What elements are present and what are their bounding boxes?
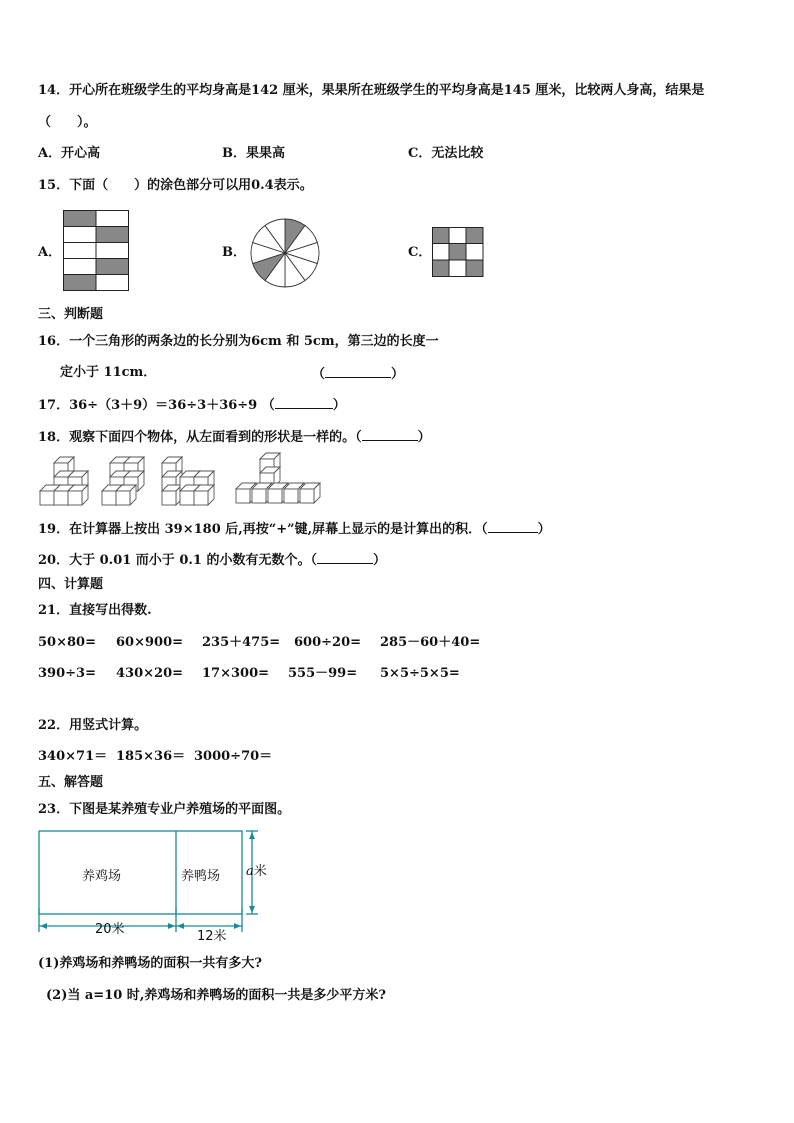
q23-farm-plan [38,830,278,942]
q15-figure-a [63,210,129,292]
q23-stem: 23．下图是某养殖专业户养殖场的平面图。 [38,802,291,817]
q18-object-3 [162,457,214,505]
q19 [38,520,551,538]
q14-line1: 14．开心所在班级学生的平均身高是142 厘米，果果所在班级学生的平均身高是145 厘米，比较两人身高，结果是 [38,83,705,98]
q21-stem: 21．直接写出得数. [38,603,152,618]
q20-close: ） [372,553,386,568]
q14-option-c: C．无法比较 [408,146,484,161]
chicken-farm-label: 养鸡场 [82,869,122,884]
q21-r2-4: 555－99= [288,666,358,681]
dim-20-label: 20米 [95,922,125,937]
dim-a-label [246,864,267,880]
q16-paren-open: （ [312,367,326,382]
q20 [38,551,386,569]
q18-cube-figures [38,451,328,509]
q21-r2-2: 430×20= [116,666,184,681]
q21-r1-5: 285－60＋40= [380,635,481,650]
q21-r2-3: 17×300= [202,666,270,681]
duck-farm-label: 养鸭场 [181,869,221,884]
q23-sub2: (2)当 a=10 时,养鸡场和养鸭场的面积一共是多少平方米? [46,988,386,1003]
q16-answer[interactable] [312,365,404,383]
q19-answer-blank[interactable] [488,520,538,533]
q21-r1-4: 600÷20= [294,635,362,650]
q18-text: 18．观察下面四个物体，从左面看到的形状是一样的。（ [38,430,362,445]
q16-answer-blank[interactable] [325,365,391,378]
q21-r1-1: 50×80= [38,635,96,650]
q15-label-b: B． [222,245,246,260]
dim-12-label: 12米 [197,929,227,944]
section4-heading: 四、计算题 [38,577,104,592]
section5-heading: 五、解答题 [38,775,104,790]
q18 [38,428,431,446]
q22-item-1: 340×71＝ [38,749,108,764]
q17 [38,396,346,414]
q17-close: ） [332,398,346,413]
q14-option-b: B．果果高 [222,146,285,161]
q19-close: ） [537,522,551,537]
q17-text: 17．36÷（3＋9）＝36÷3＋36÷9 （ [38,398,275,413]
q16-paren-close: ） [391,367,405,382]
q22-item-3: 3000÷70＝ [194,749,273,764]
dim-a-unit: 米 [253,864,267,879]
q18-object-1 [40,457,88,505]
q16-line1: 16．一个三角形的两条边的长分别为6cm 和 5cm，第三边的长度一 [38,334,439,349]
q16-line2: 定小于 11cm． [60,365,157,380]
q21-r1-3: 235＋475= [202,635,281,650]
q18-object-2 [102,457,144,505]
section3-heading: 三、判断题 [38,307,104,322]
q20-text: 20．大于 0.01 而小于 0.1 的小数有无数个。（ [38,553,317,568]
q18-object-4 [236,453,320,503]
q18-answer-blank[interactable] [362,428,418,441]
q15-figure-c [432,227,484,277]
q14-line2: （ ）。 [38,115,97,130]
q21-r1-2: 60×900= [116,635,184,650]
q14-option-a: A．开心高 [38,146,101,161]
q20-answer-blank[interactable] [317,551,373,564]
q18-close: ） [417,430,431,445]
q15-stem: 15．下面（ ）的涂色部分可以用0.4表示。 [38,178,313,193]
q17-answer-blank[interactable] [275,396,333,409]
q21-r2-1: 390÷3= [38,666,96,681]
dim-a-var: a [246,864,254,879]
q15-label-a: A． [38,245,62,260]
q21-r2-5: 5×5÷5×5= [380,666,460,681]
q23-sub1: (1)养鸡场和养鸭场的面积一共有多大? [38,956,262,971]
q22-item-2: 185×36＝ [116,749,186,764]
q15-label-c: C． [408,245,432,260]
q22-stem: 22．用竖式计算。 [38,718,148,733]
q15-figure-b [249,217,321,289]
q19-text: 19．在计算器上按出 39×180 后,再按“+”键,屏幕上显示的是计算出的积．（ [38,522,488,537]
